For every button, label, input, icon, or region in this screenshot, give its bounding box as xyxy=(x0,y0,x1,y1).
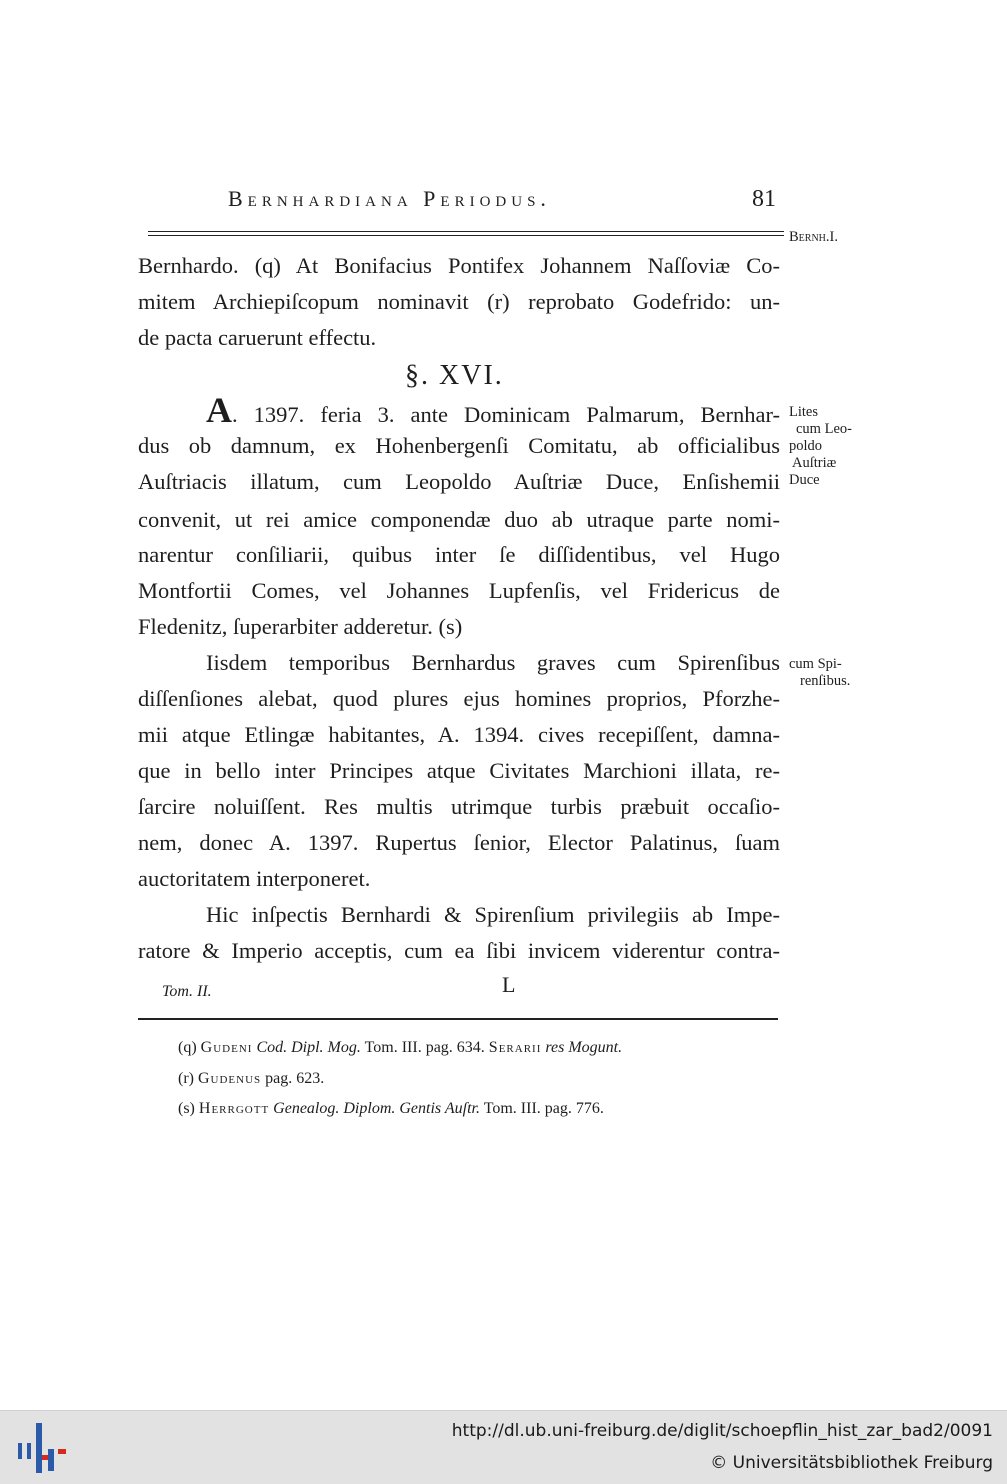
text-line: mitem Archiepiſcopum nominavit (r) reprobato Godefrido: un- xyxy=(138,289,780,314)
text-line: ratore & Imperio acceptis, cum ea ſibi invicem viderentur contra- xyxy=(138,938,780,963)
text-line: Fledenitz, ſuperarbiter adderetur. (s) xyxy=(138,614,463,639)
copyright-notice: © Universitätsbibliothek Freiburg xyxy=(710,1453,993,1473)
signature-mark: L xyxy=(502,972,516,997)
header-rule xyxy=(148,231,784,236)
text-line: que in bello inter Principes atque Civitates Marchioni illata, re- xyxy=(138,758,780,783)
margin-note-bernh: Bernh.I. xyxy=(789,229,838,245)
text-line: Hic inſpectis Bernhardi & Spirenſium privilegiis ab Impe- xyxy=(206,902,780,927)
text-line: Iisdem temporibus Bernhardus graves cum Spirenſibus xyxy=(206,650,780,675)
ub-freiburg-logo-icon xyxy=(18,1419,68,1477)
text-line: narentur conſiliarii, quibus inter ſe diſſidentibus, vel Hugo xyxy=(138,542,780,567)
text-line: de pacta caruerunt effectu. xyxy=(138,325,377,350)
footnote-q: (q) Gudeni Cod. Dipl. Mog. Tom. III. pag. 634. Serarii res Mogunt. xyxy=(178,1039,623,1056)
margin-note-lites: Lites cum Leo- poldo Auſtriæ Duce xyxy=(789,404,852,488)
footnote-rule xyxy=(138,1018,778,1020)
text-line: Auſtriacis illatum, cum Leopoldo Auſtriæ Duce, Enſishemii xyxy=(138,469,780,494)
page-number: 81 xyxy=(752,186,776,212)
first-line-text: . 1397. feria 3. ante Dominicam Palmarum, Bernhar- xyxy=(232,402,780,427)
paragraph-first-line xyxy=(206,390,780,430)
text-line: Bernhardo. (q) At Bonifacius Pontifex Johannem Naſſoviæ Co- xyxy=(138,253,780,278)
text-line: auctoritatem interponeret. xyxy=(138,866,371,891)
margin-note-spir: cum Spi- renſibus. xyxy=(789,656,851,689)
section-heading: §. XVI. xyxy=(405,360,504,391)
text-line: nem, donec A. 1397. Rupertus ſenior, Elector Palatinus, ſuam xyxy=(138,830,780,855)
text-line: Montfortii Comes, vel Johannes Lupfenſis, vel Fridericus de xyxy=(138,578,780,603)
text-line: diſſenſiones alebat, quod plures ejus homines proprios, Pforzhe- xyxy=(138,686,780,711)
text-line: dus ob damnum, ex Hohenbergenſi Comitatu, ab officialibus xyxy=(138,433,780,458)
text-line: ſarcire noluiſſent. Res multis utrimque turbis præbuit occaſio- xyxy=(138,794,780,819)
text-line: convenit, ut rei amice componendæ duo ab utraque parte nomi- xyxy=(138,507,780,532)
footnote-r: (r) Gudenus pag. 623. xyxy=(178,1070,325,1087)
viewer-footer-bar xyxy=(0,1410,1007,1484)
permalink-url[interactable]: http://dl.ub.uni-freiburg.de/diglit/schoepflin_hist_zar_bad2/0091 xyxy=(451,1421,993,1441)
text-line: mii atque Etlingæ habitantes, A. 1394. cives recepiſſent, damna- xyxy=(138,722,780,747)
signature-volume: Tom. II. xyxy=(162,983,212,1000)
initial-letter: A xyxy=(206,390,232,430)
running-head: Bernhardiana Periodus. xyxy=(228,186,551,211)
footnote-s: (s) Herrgott Genealog. Diplom. Gentis Auſtr. Tom. III. pag. 776. xyxy=(178,1100,604,1117)
